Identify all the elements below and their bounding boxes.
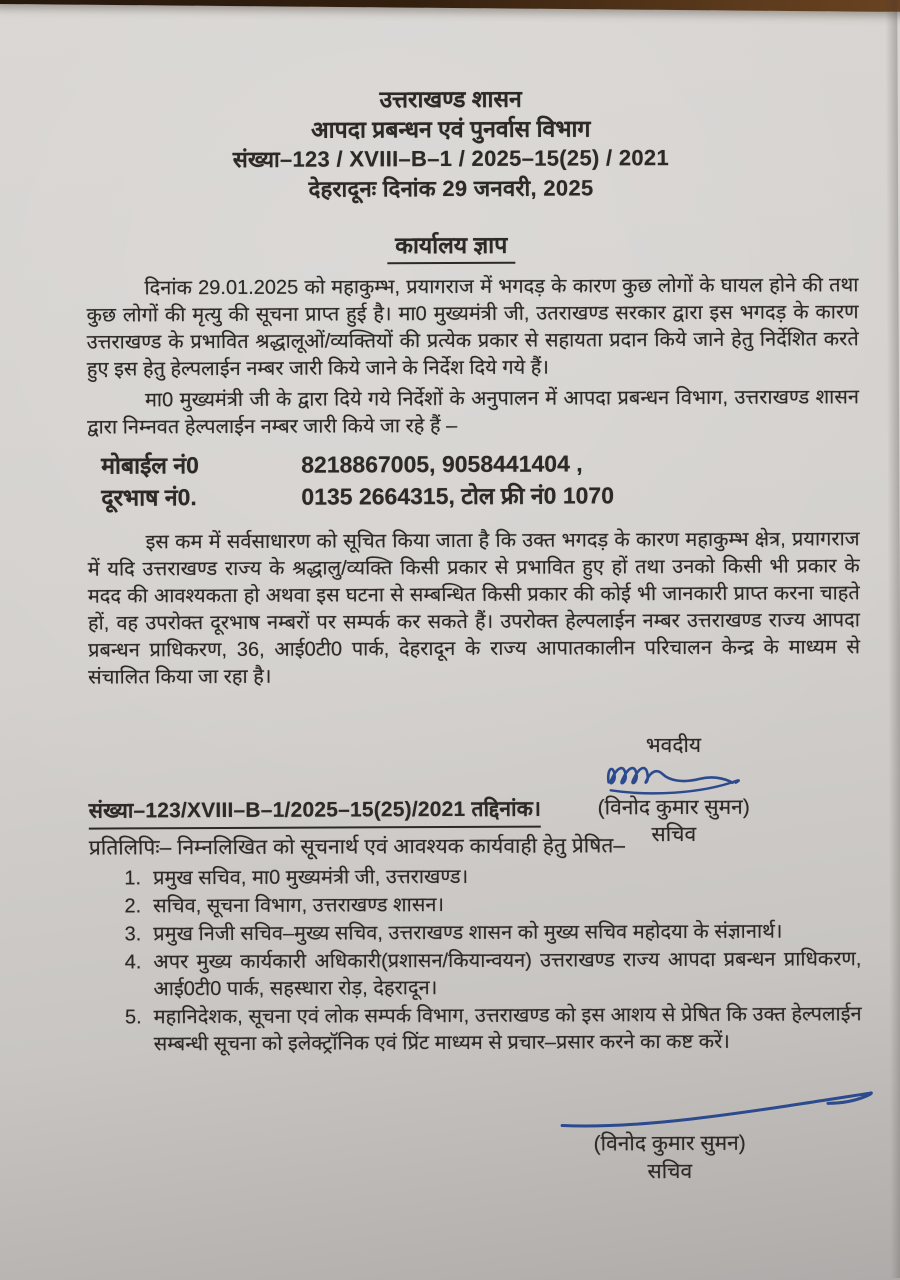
- copy-intro: प्रतिलिपिः– निम्नलिखित को सूचनार्थ एवं आवश्यक कार्यवाही हेतु प्रेषित–: [88, 834, 626, 860]
- list-item-number: 4.: [124, 951, 142, 974]
- list-item-number: 2.: [124, 895, 142, 918]
- list-item-text: अपर मुख्य कार्यकारी अधिकारी(प्रशासन/कियान्वयन) उत्तराखण्ड राज्य आपदा प्रबन्धन प्राधिकरण, आई0टी0 पार्क, सहस्धारा रोड़, देहरादून।: [153, 948, 862, 1001]
- list-item-text: महानिदेशक, सूचना एवं लोक सम्पर्क विभाग, उत्तराखण्ड को इस आशय से प्रेषित कि उक्त हेल्पलाईन सम्बन्धी सूचना को इलेक्ट्रॉनिक एवं प्रिंट माध्यम से प्रचार–प्रसार करने का कष्ट करें।: [153, 1003, 862, 1056]
- department-name: आपदा प्रबन्धन एवं पुनर्वास विभाग: [311, 115, 591, 143]
- handwritten-signature-icon: [599, 756, 749, 797]
- paragraph-3: इस कम में सर्वसाधारण को सूचित किया जाता है कि उक्त भगदड़ के कारण महाकुम्भ क्षेत्र, प्रयागराज में यदि उत्तराखण्ड राज्य के श्रद्धालु/व्यक्ति किसी प्रकार से प्रभावित हुए हों तथा उनको किसी भी प्रकार के मदद की आवश्यकता हो अथवा इस घटना से सम्बन्धित किसी प्रकार की कोई भी जानकारी प्राप्त करना चाहते हों, वह उपरोक्त दूरभाष नम्बरों पर सम्पर्क कर सकते हैं। उपरोक्त हेल्पलाईन नम्बर उत्तराखण्ड राज्य आपदा प्रबन्धन प्राधिकरण, 36, आई0टी0 पार्क, देहरादून के राज्य आपातकालीन परिचालन केन्द्र के माध्यम से संचालित किया जा रहा है।: [87, 528, 861, 689]
- page-edge-shadow: [885, 0, 900, 1278]
- letterhead: [86, 82, 817, 205]
- paragraph-1: दिनांक 29.01.2025 को महाकुम्भ, प्रयागराज में भगदड़ के कारण कुछ लोगों के घायल होने की तथा कुछ लोगों की मृत्यु की सूचना प्राप्त हुई है। मा0 मुख्यमंत्री जी, उतराखण्ड सरकार द्वारा इस भगदड़ के कारण उत्तराखण्ड के प्रभावित श्रद्धालूओं/व्यक्तियों की प्रत्येक प्रकार से सहायता प्रदान किये जाने हेतु निर्देशित करते हुए इस हेतु हेल्पलाईन नम्बर जारी किये जाने के निर्देश दिये गये हैं।: [86, 274, 859, 381]
- paragraph-2: मा0 मुख्यमंत्री जी के द्वारा दिये गये निर्देशों के अनुपालन में आपदा प्रबन्धन विभाग, उत्तराखण्ड शासन द्वारा निम्नवत हेल्पलाईन नम्बर जारी किये जा रहे हैं –: [87, 386, 859, 439]
- document-content: [86, 82, 862, 1058]
- reference-number: संख्या–123 / XVIII–B–1 / 2025–15(25) / 2021: [232, 145, 670, 172]
- phone-numbers: 0135 2664315, टोल फ्री नं0 1070: [301, 482, 615, 510]
- signatory-designation: सचिव: [647, 1159, 693, 1184]
- closing-word: भवदीय: [645, 733, 702, 758]
- signature-block-upper: [548, 731, 799, 848]
- list-item: [115, 918, 861, 948]
- signatory-designation: सचिव: [651, 822, 697, 847]
- list-item-text: प्रमुख सचिव, मा0 मुख्यमंत्री जी, उत्तराखण्ड।: [152, 865, 469, 890]
- memo-title: कार्यालय ज्ञाप: [387, 230, 515, 265]
- list-item: [115, 946, 861, 1003]
- list-item: [116, 1001, 862, 1058]
- list-item-text: प्रमुख निजी सचिव–मुख्य सचिव, उत्तराखण्ड शासन को मुख्य सचिव महोदया के संज्ञानार्थ।: [153, 920, 783, 946]
- list-item-text: सचिव, सूचना विभाग, उत्तराखण्ड शासन।: [153, 894, 445, 918]
- list-item: [115, 890, 861, 920]
- mobile-label: मोबाईल नं0: [101, 452, 199, 479]
- copy-list: [89, 862, 862, 1058]
- endorsement-ref: संख्या–123/XVIII–B–1/2025–15(25)/2021 तद्दिनांक।: [89, 796, 542, 830]
- list-item-number: 3.: [124, 923, 142, 946]
- phone-label: दूरभाष नं0.: [101, 484, 197, 511]
- memo-title-row: [86, 228, 816, 265]
- list-item-number: 1.: [124, 867, 142, 890]
- government-name: उत्तराखण्ड शासन: [379, 85, 522, 113]
- handwritten-flourish-icon: [554, 1084, 884, 1131]
- signatory-name: (विनोद कुमार सुमन): [593, 1131, 746, 1156]
- helpline-numbers: [87, 446, 859, 513]
- phone-number-row: [87, 478, 859, 513]
- signatory-name: (विनोद कुमार सुमन): [597, 795, 750, 820]
- list-item: [115, 862, 861, 892]
- signature-block-lower: [547, 1129, 792, 1186]
- place-date-line: देहरादूनः दिनांक 29 जनवरी, 2025: [308, 175, 594, 202]
- mobile-number-row: [87, 446, 859, 481]
- list-item-number: 5.: [124, 1006, 142, 1029]
- mobile-numbers: 8218867005, 9058441404 ,: [301, 450, 583, 478]
